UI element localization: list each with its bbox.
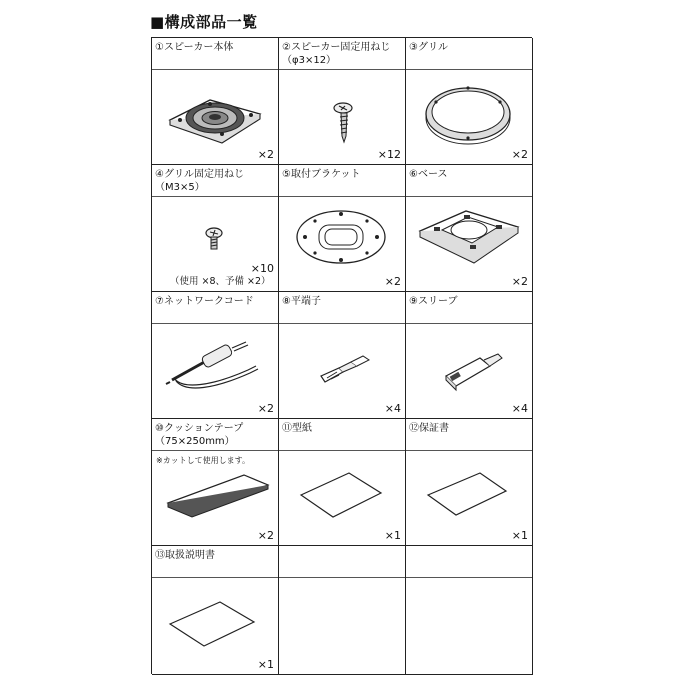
part-cell <box>152 292 279 419</box>
part-cell <box>406 292 533 419</box>
part-name: ⑤取付ブラケット <box>279 165 405 197</box>
part-cell <box>279 419 406 546</box>
part-qty: ×1 <box>511 529 528 542</box>
part-name: ①スピーカー本体 <box>152 38 278 70</box>
part-name: ⑦ネットワークコード <box>152 292 278 324</box>
part-cell <box>152 38 279 165</box>
part-note: ※カットして使用します。 <box>156 456 250 465</box>
part-qty: ×4 <box>511 402 528 415</box>
empty-cell <box>279 546 406 675</box>
part-name: ⑨スリーブ <box>406 292 532 324</box>
part-name: ②スピーカー固定用ねじ （φ3×12） <box>279 38 405 70</box>
part-cell <box>279 38 406 165</box>
part-qty: ×1 <box>257 658 274 671</box>
part-qty: ×10 <box>250 262 274 275</box>
part-name: ⑬取扱説明書 <box>152 546 278 578</box>
part-cell <box>279 165 406 292</box>
part-qty: ×2 <box>257 529 274 542</box>
part-cell <box>406 38 533 165</box>
part-name: ⑩クッションテープ （75×250mm） <box>152 419 278 451</box>
part-cell <box>152 419 279 546</box>
parts-table <box>151 37 532 674</box>
part-name: ③グリル <box>406 38 532 70</box>
part-qty: ×4 <box>384 402 401 415</box>
part-qty: ×12 <box>377 148 401 161</box>
part-cell <box>279 292 406 419</box>
part-name: ⑧平端子 <box>279 292 405 324</box>
part-cell <box>152 165 279 292</box>
part-qty: ×2 <box>384 275 401 288</box>
part-cell <box>406 419 533 546</box>
part-cell <box>406 165 533 292</box>
part-name: ⑫保証書 <box>406 419 532 451</box>
part-qty: ×2 <box>511 275 528 288</box>
manual-sheet-icon <box>152 578 276 670</box>
page-title <box>150 11 258 32</box>
part-name: ⑪型紙 <box>279 419 405 451</box>
part-qty: ×2 <box>511 148 528 161</box>
page-title-text: ■構成部品一覧 <box>150 13 258 31</box>
part-cell <box>152 546 279 675</box>
part-name: ⑥ベース <box>406 165 532 197</box>
part-name: ④グリル固定用ねじ （M3×5） <box>152 165 278 197</box>
part-qty: ×2 <box>257 402 274 415</box>
empty-cell <box>406 546 533 675</box>
part-note: （使用 ×8、予備 ×2） <box>170 276 271 287</box>
part-qty: ×1 <box>384 529 401 542</box>
part-qty: ×2 <box>257 148 274 161</box>
